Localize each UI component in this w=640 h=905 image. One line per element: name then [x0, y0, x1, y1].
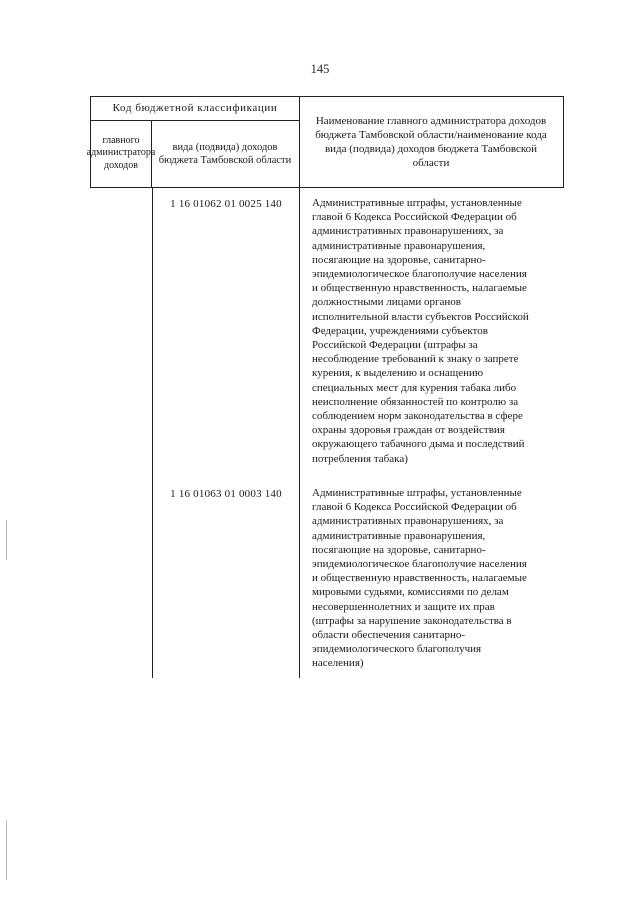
header-name: Наименование главного администратора доходов бюджета Тамбовской области/наименование кода вида (подвида) доходов бюджета Тамбовской области	[299, 96, 564, 188]
page-number: 145	[310, 62, 330, 76]
row-description: Административные штрафы, установленные главой 6 Кодекса Российской Федерации об административных правонарушениях, за административные правонарушения, посягающие на здоровье, санитарно- эпидемиологическое благополучие населения и общественную нравственность, налагаемые должностными лицами органов исполнительной власти субъектов Российской Федерации, учреждениями субъектов Российской Федерации (штрафы за несоблюдение требований к знаку о запрете курения, к выделению и оснащению специальных мест для курения табака либо неисполнение обязанностей по контролю за соблюдением норм законодательства в сфере охраны здоровья граждан от воздействия окружающего табачного дыма и последствий потребления табака)	[312, 197, 529, 465]
header-chief-administrator: главного администратора доходов	[90, 120, 152, 188]
column-divider-admin	[152, 188, 153, 678]
row-description: Административные штрафы, установленные главой 6 Кодекса Российской Федерации об административных правонарушениях, за административные правонарушения, посягающие на здоровье, санитарно- эпидемиологическое благополучие населения и общественную нравственность, налагаемые мировыми судьями, комиссиями по делам несовершеннолетних и защите их прав (штрафы за нарушение законодательства в области обеспечения санитарно- эпидемиологического благополучия населения)	[312, 487, 527, 670]
header-revenue-kind: вида (подвида) доходов бюджета Тамбовской области	[151, 120, 300, 188]
scan-edge-mark	[6, 820, 7, 880]
row-code: 1 16 01063 01 0003 140	[170, 488, 282, 500]
column-divider-name	[299, 188, 300, 678]
row-code: 1 16 01062 01 0025 140	[170, 198, 282, 210]
header-budget-code-group: Код бюджетной классификации	[90, 96, 300, 121]
scan-edge-mark	[6, 520, 7, 560]
